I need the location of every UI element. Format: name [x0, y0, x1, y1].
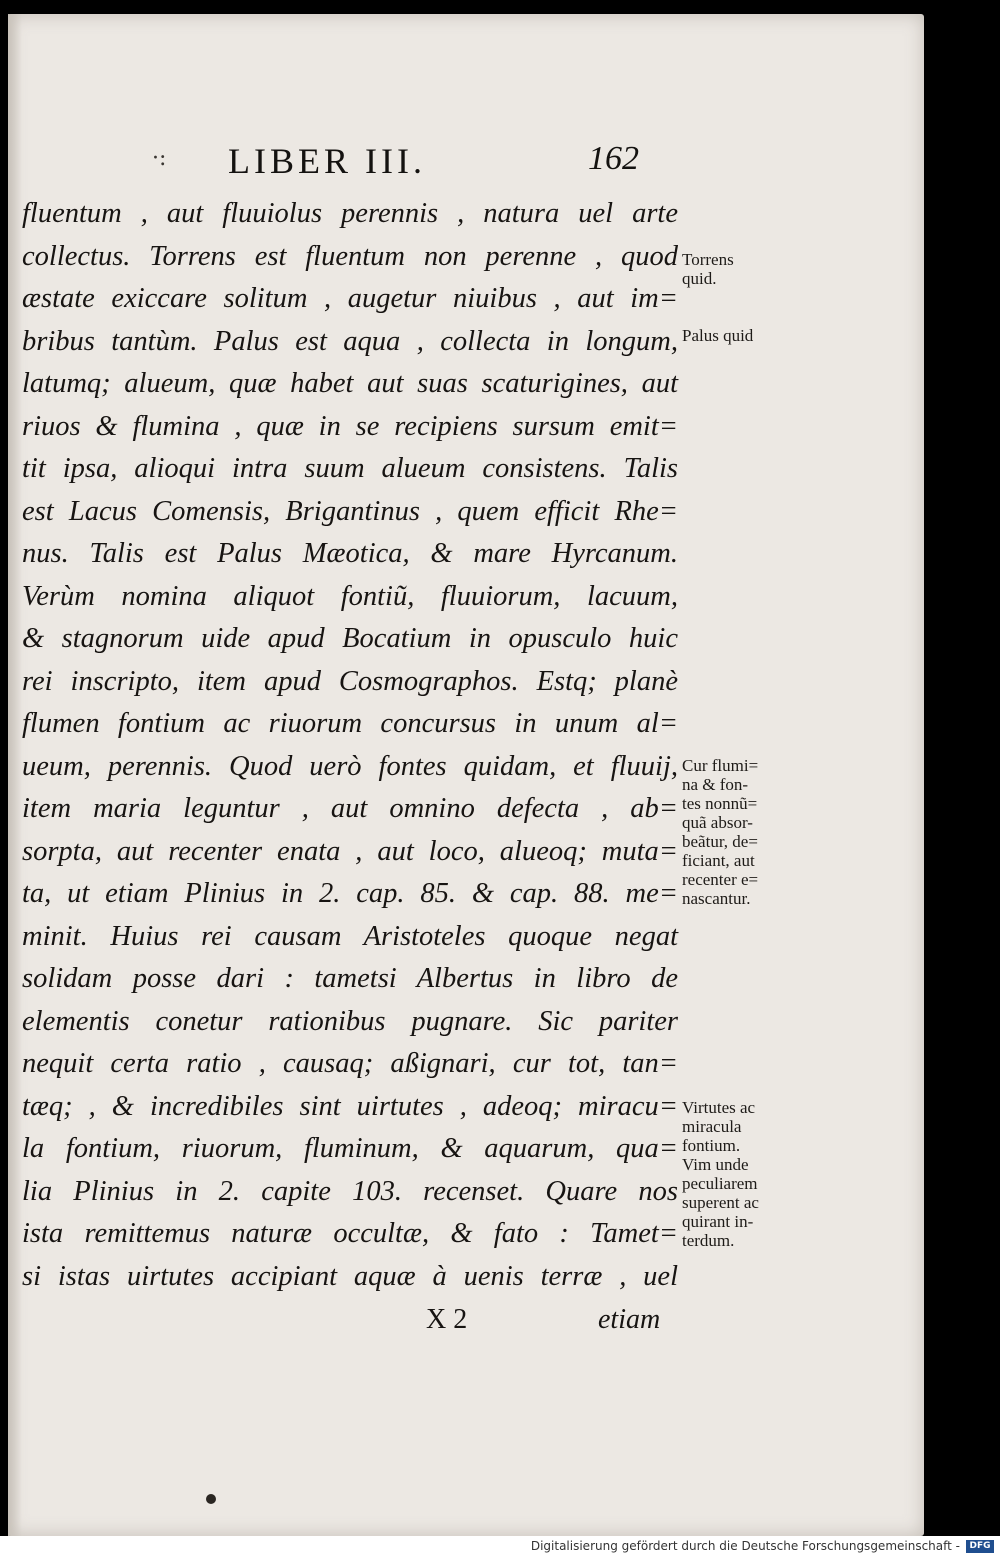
text-line: Verùm nomina aliquot fontiũ, fluuiorum, lacuum, — [22, 580, 678, 612]
margin-note-line: na & fon- — [682, 775, 749, 794]
margin-note-line: Vim unde — [682, 1155, 749, 1174]
margin-note-flumina — [682, 756, 822, 908]
text-line: flumen fontium ac riuorum concursus in unum al= — [22, 708, 678, 739]
text-line: ista remittemus naturæ occultæ, & fato : Tamet= — [22, 1218, 678, 1249]
text-line: minit. Huius rei causam Aristoteles quoque negat — [22, 920, 678, 952]
text-line: si istas uirtutes accipiant aquæ à uenis terræ , uel — [22, 1260, 678, 1292]
ink-speck — [206, 1494, 216, 1504]
margin-note-virtutes — [682, 1098, 822, 1250]
margin-note-line: Cur flumi= — [682, 756, 759, 775]
dfg-logo-icon: DFG — [966, 1540, 994, 1553]
text-line: ta, ut etiam Plinius in 2. cap. 85. & cap. 88. me= — [22, 878, 678, 909]
text-line: tæq; , & incredibiles sint uirtutes , adeoq; miracu= — [22, 1090, 678, 1122]
margin-note-line: ficiant, aut — [682, 851, 755, 870]
text-line: item maria leguntur , aut omnino defecta , ab= — [22, 793, 678, 824]
text-line: æstate exiccare solitum , augetur niuibus , aut im= — [22, 283, 678, 314]
margin-note-line: terdum. — [682, 1231, 735, 1250]
digitization-footer — [0, 1536, 1000, 1558]
margin-note-line: quirant in- — [682, 1212, 754, 1231]
text-line: riuos & flumina , quæ in se recipiens sursum emit= — [22, 410, 678, 442]
margin-note-line: recenter e= — [682, 870, 759, 889]
text-line: nequit certa ratio , causaq; aßignari, cur tot, tan= — [22, 1048, 678, 1079]
catchword: etiam — [598, 1304, 661, 1335]
text-line: collectus. Torrens est fluentum non perenne , quod — [22, 240, 678, 272]
margin-note-line: fontium. — [682, 1136, 741, 1155]
margin-note-line: Virtutes ac — [682, 1098, 756, 1117]
catchline — [0, 1304, 1000, 1344]
text-line: bribus tantùm. Palus est aqua , collecta in longum, — [22, 325, 678, 357]
text-line: fluentum , aut fluuiolus perennis , natura uel arte — [22, 198, 678, 229]
text-line: ueum, perennis. Quod uerò fontes quidam, et fluuij, — [22, 750, 678, 782]
header-ornament-icon: ·: — [152, 146, 167, 171]
text-line: lia Plinius in 2. capite 103. recenset. Quare nos — [22, 1175, 678, 1207]
text-line: sorpta, aut recenter enata , aut loco, alueoq; muta= — [22, 835, 678, 867]
text-line: & stagnorum uide apud Bocatium in opusculo huic — [22, 623, 678, 654]
text-line: la fontium, riuorum, fluminum, & aquarum, qua= — [22, 1133, 678, 1164]
signature-mark: X 2 — [426, 1304, 468, 1335]
margin-note-line: quã absor- — [682, 813, 753, 832]
margin-note-line: Palus quid — [682, 326, 754, 345]
digitization-credit: Digitalisierung gefördert durch die Deutsche Forschungsgemeinschaft - — [530, 1539, 960, 1553]
margin-note-line: Torrens — [682, 250, 734, 269]
text-line: solidam posse dari : tametsi Albertus in libro de — [22, 963, 678, 994]
text-line: latumq; alueum, quæ habet aut suas scaturigines, aut — [22, 368, 678, 399]
margin-note-line: nascantur. — [682, 889, 751, 908]
margin-note-line: beãtur, de= — [682, 832, 758, 851]
text-line: elementis conetur rationibus pugnare. Sic pariter — [22, 1005, 678, 1037]
margin-note-line: miracula — [682, 1117, 742, 1136]
running-title: LIBER III. — [228, 141, 426, 181]
margin-note-line: tes nonnũ= — [682, 794, 758, 813]
page-header — [0, 140, 1000, 190]
folio-number: 162 — [588, 140, 639, 177]
main-text-block — [22, 193, 678, 1298]
margin-note-torrens — [682, 250, 822, 288]
margin-note-line: superent ac — [682, 1193, 759, 1212]
text-line: rei inscripto, item apud Cosmographos. Estq; planè — [22, 665, 678, 697]
margin-note-line: peculiarem — [682, 1174, 758, 1193]
text-line: est Lacus Comensis, Brigantinus , quem efficit Rhe= — [22, 495, 678, 527]
margin-note-palus — [682, 326, 822, 345]
margin-note-line: quid. — [682, 269, 717, 288]
text-line: tit ipsa, alioqui intra suum alueum consistens. Talis — [22, 453, 678, 484]
text-line: nus. Talis est Palus Mæotica, & mare Hyrcanum. — [22, 538, 678, 569]
